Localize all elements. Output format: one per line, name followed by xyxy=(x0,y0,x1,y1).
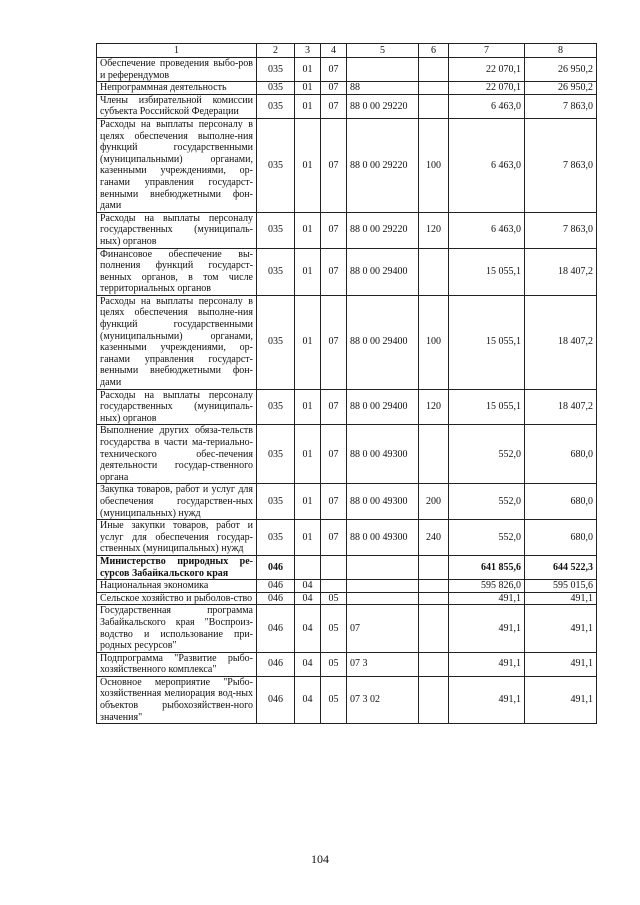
section-code: 01 xyxy=(295,94,321,118)
admin-code: 035 xyxy=(257,248,295,295)
amount-year-2: 491,1 xyxy=(525,652,597,676)
admin-code: 046 xyxy=(257,652,295,676)
amount-year-2: 18 407,2 xyxy=(525,248,597,295)
amount-year-1: 6 463,0 xyxy=(449,212,525,248)
col-header-4: 4 xyxy=(321,44,347,58)
section-code: 01 xyxy=(295,425,321,484)
table-row xyxy=(97,484,597,520)
subsection-code: 07 xyxy=(321,118,347,212)
expense-type xyxy=(419,555,449,579)
table-row xyxy=(97,592,597,605)
amount-year-1: 491,1 xyxy=(449,605,525,652)
subsection-code: 07 xyxy=(321,248,347,295)
row-name: Государственная программа Забайкальского края "Воспроиз-водство и использование при-родных ресурсов" xyxy=(97,605,257,652)
subsection-code: 05 xyxy=(321,652,347,676)
col-header-8: 8 xyxy=(525,44,597,58)
subsection-code xyxy=(321,580,347,593)
target-article xyxy=(347,592,419,605)
col-header-2: 2 xyxy=(257,44,295,58)
amount-year-2: 644 522,3 xyxy=(525,555,597,579)
subsection-code: 05 xyxy=(321,592,347,605)
subsection-code: 05 xyxy=(321,676,347,723)
section-code: 01 xyxy=(295,118,321,212)
section-code: 01 xyxy=(295,484,321,520)
subsection-code xyxy=(321,555,347,579)
admin-code: 035 xyxy=(257,212,295,248)
subsection-code: 07 xyxy=(321,520,347,556)
admin-code: 035 xyxy=(257,94,295,118)
amount-year-2: 595 015,6 xyxy=(525,580,597,593)
target-article xyxy=(347,555,419,579)
section-code: 01 xyxy=(295,520,321,556)
amount-year-1: 641 855,6 xyxy=(449,555,525,579)
amount-year-1: 552,0 xyxy=(449,484,525,520)
table-row xyxy=(97,425,597,484)
table-row xyxy=(97,58,597,82)
admin-code: 035 xyxy=(257,484,295,520)
admin-code: 046 xyxy=(257,605,295,652)
admin-code: 046 xyxy=(257,555,295,579)
expense-type xyxy=(419,82,449,95)
amount-year-2: 26 950,2 xyxy=(525,82,597,95)
section-code: 01 xyxy=(295,389,321,425)
expense-type xyxy=(419,248,449,295)
amount-year-2: 491,1 xyxy=(525,676,597,723)
amount-year-2: 7 863,0 xyxy=(525,118,597,212)
target-article xyxy=(347,580,419,593)
row-name: Министерство природных ре-сурсов Забайкальского края xyxy=(97,555,257,579)
row-name: Основное мероприятие "Рыбо-хозяйственная мелиорация вод-ных объектов рыбохозяйствен-ного значения" xyxy=(97,676,257,723)
amount-year-1: 6 463,0 xyxy=(449,94,525,118)
target-article: 88 0 00 29400 xyxy=(347,295,419,389)
amount-year-1: 491,1 xyxy=(449,592,525,605)
row-name: Финансовое обеспечение вы-полнения функций государст-венных органов, в том числе территориальных органов xyxy=(97,248,257,295)
target-article: 07 3 02 xyxy=(347,676,419,723)
expense-type xyxy=(419,652,449,676)
table-row xyxy=(97,212,597,248)
amount-year-1: 552,0 xyxy=(449,425,525,484)
row-name: Выполнение других обяза-тельств государства в части ма-териально-технического обес-печения деятельности государ-ственного органа xyxy=(97,425,257,484)
row-name: Члены избирательной комиссии субъекта Российской Федерации xyxy=(97,94,257,118)
amount-year-1: 595 826,0 xyxy=(449,580,525,593)
header-row xyxy=(97,44,597,58)
budget-table xyxy=(96,43,597,724)
row-name: Расходы на выплаты персоналу государственных (муниципаль-ных) органов xyxy=(97,212,257,248)
expense-type xyxy=(419,592,449,605)
row-name: Подпрограмма "Развитие рыбо-хозяйственного комплекса" xyxy=(97,652,257,676)
subsection-code: 05 xyxy=(321,605,347,652)
expense-type: 200 xyxy=(419,484,449,520)
expense-type xyxy=(419,676,449,723)
admin-code: 035 xyxy=(257,295,295,389)
row-name: Иные закупки товаров, работ и услуг для обеспечения государ-ственных (муниципальных) нужд xyxy=(97,520,257,556)
table-row xyxy=(97,295,597,389)
col-header-6: 6 xyxy=(419,44,449,58)
admin-code: 046 xyxy=(257,592,295,605)
admin-code: 035 xyxy=(257,520,295,556)
amount-year-2: 7 863,0 xyxy=(525,94,597,118)
row-name: Расходы на выплаты персоналу государственных (муниципаль-ных) органов xyxy=(97,389,257,425)
target-article: 88 0 00 49300 xyxy=(347,425,419,484)
amount-year-2: 491,1 xyxy=(525,592,597,605)
amount-year-2: 18 407,2 xyxy=(525,295,597,389)
section-code: 01 xyxy=(295,212,321,248)
amount-year-1: 552,0 xyxy=(449,520,525,556)
expense-type: 240 xyxy=(419,520,449,556)
subsection-code: 07 xyxy=(321,82,347,95)
section-code: 01 xyxy=(295,248,321,295)
table-row xyxy=(97,82,597,95)
amount-year-1: 15 055,1 xyxy=(449,389,525,425)
amount-year-2: 7 863,0 xyxy=(525,212,597,248)
row-name: Непрограммная деятельность xyxy=(97,82,257,95)
section-code: 04 xyxy=(295,592,321,605)
subsection-code: 07 xyxy=(321,425,347,484)
target-article: 88 0 00 49300 xyxy=(347,484,419,520)
table-row xyxy=(97,248,597,295)
row-name: Национальная экономика xyxy=(97,580,257,593)
target-article: 88 0 00 29220 xyxy=(347,94,419,118)
target-article: 88 0 00 29220 xyxy=(347,118,419,212)
amount-year-2: 26 950,2 xyxy=(525,58,597,82)
row-name: Сельское хозяйство и рыболов-ство xyxy=(97,592,257,605)
target-article xyxy=(347,58,419,82)
col-header-5: 5 xyxy=(347,44,419,58)
section-code: 04 xyxy=(295,605,321,652)
row-name: Расходы на выплаты персоналу в целях обеспечения выполне-ния функций государственными (муниципальными) органами, казенными учреждениями, ор-ганами управления государст-венными внебюджетными фон-дами xyxy=(97,295,257,389)
table-row xyxy=(97,389,597,425)
row-name: Расходы на выплаты персоналу в целях обеспечения выполне-ния функций государственными (муниципальными) органами, казенными учреждениями, ор-ганами управления государст-венными внебюджетными фон-дами xyxy=(97,118,257,212)
section-code: 01 xyxy=(295,295,321,389)
expense-type xyxy=(419,580,449,593)
target-article: 07 xyxy=(347,605,419,652)
table-row xyxy=(97,94,597,118)
table-row xyxy=(97,605,597,652)
subsection-code: 07 xyxy=(321,94,347,118)
target-article: 88 0 00 29400 xyxy=(347,248,419,295)
table-row xyxy=(97,520,597,556)
admin-code: 035 xyxy=(257,118,295,212)
subsection-code: 07 xyxy=(321,389,347,425)
admin-code: 035 xyxy=(257,425,295,484)
amount-year-1: 22 070,1 xyxy=(449,82,525,95)
amount-year-1: 15 055,1 xyxy=(449,295,525,389)
table-row xyxy=(97,652,597,676)
amount-year-2: 680,0 xyxy=(525,484,597,520)
subsection-code: 07 xyxy=(321,212,347,248)
table-row xyxy=(97,555,597,579)
admin-code: 046 xyxy=(257,676,295,723)
expense-type xyxy=(419,425,449,484)
table-row xyxy=(97,580,597,593)
col-header-7: 7 xyxy=(449,44,525,58)
admin-code: 035 xyxy=(257,82,295,95)
expense-type: 120 xyxy=(419,212,449,248)
expense-type: 120 xyxy=(419,389,449,425)
admin-code: 035 xyxy=(257,389,295,425)
amount-year-2: 680,0 xyxy=(525,425,597,484)
subsection-code: 07 xyxy=(321,295,347,389)
amount-year-1: 6 463,0 xyxy=(449,118,525,212)
section-code: 01 xyxy=(295,82,321,95)
amount-year-2: 491,1 xyxy=(525,605,597,652)
amount-year-1: 22 070,1 xyxy=(449,58,525,82)
amount-year-1: 15 055,1 xyxy=(449,248,525,295)
subsection-code: 07 xyxy=(321,58,347,82)
section-code: 04 xyxy=(295,676,321,723)
col-header-3: 3 xyxy=(295,44,321,58)
amount-year-2: 18 407,2 xyxy=(525,389,597,425)
expense-type xyxy=(419,605,449,652)
page-number: 104 xyxy=(311,852,329,866)
expense-type: 100 xyxy=(419,295,449,389)
row-name: Закупка товаров, работ и услуг для обеспечения государствен-ных (муниципальных) нужд xyxy=(97,484,257,520)
subsection-code: 07 xyxy=(321,484,347,520)
row-name: Обеспечение проведения выбо-ров и референдумов xyxy=(97,58,257,82)
table-row xyxy=(97,118,597,212)
expense-type: 100 xyxy=(419,118,449,212)
section-code: 01 xyxy=(295,58,321,82)
section-code: 04 xyxy=(295,652,321,676)
target-article: 88 0 00 29220 xyxy=(347,212,419,248)
admin-code: 046 xyxy=(257,580,295,593)
expense-type xyxy=(419,58,449,82)
amount-year-2: 680,0 xyxy=(525,520,597,556)
col-header-1: 1 xyxy=(97,44,257,58)
section-code xyxy=(295,555,321,579)
target-article: 88 0 00 49300 xyxy=(347,520,419,556)
section-code: 04 xyxy=(295,580,321,593)
target-article: 88 0 00 29400 xyxy=(347,389,419,425)
target-article: 07 3 xyxy=(347,652,419,676)
target-article: 88 xyxy=(347,82,419,95)
amount-year-1: 491,1 xyxy=(449,676,525,723)
admin-code: 035 xyxy=(257,58,295,82)
table-row xyxy=(97,676,597,723)
amount-year-1: 491,1 xyxy=(449,652,525,676)
expense-type xyxy=(419,94,449,118)
